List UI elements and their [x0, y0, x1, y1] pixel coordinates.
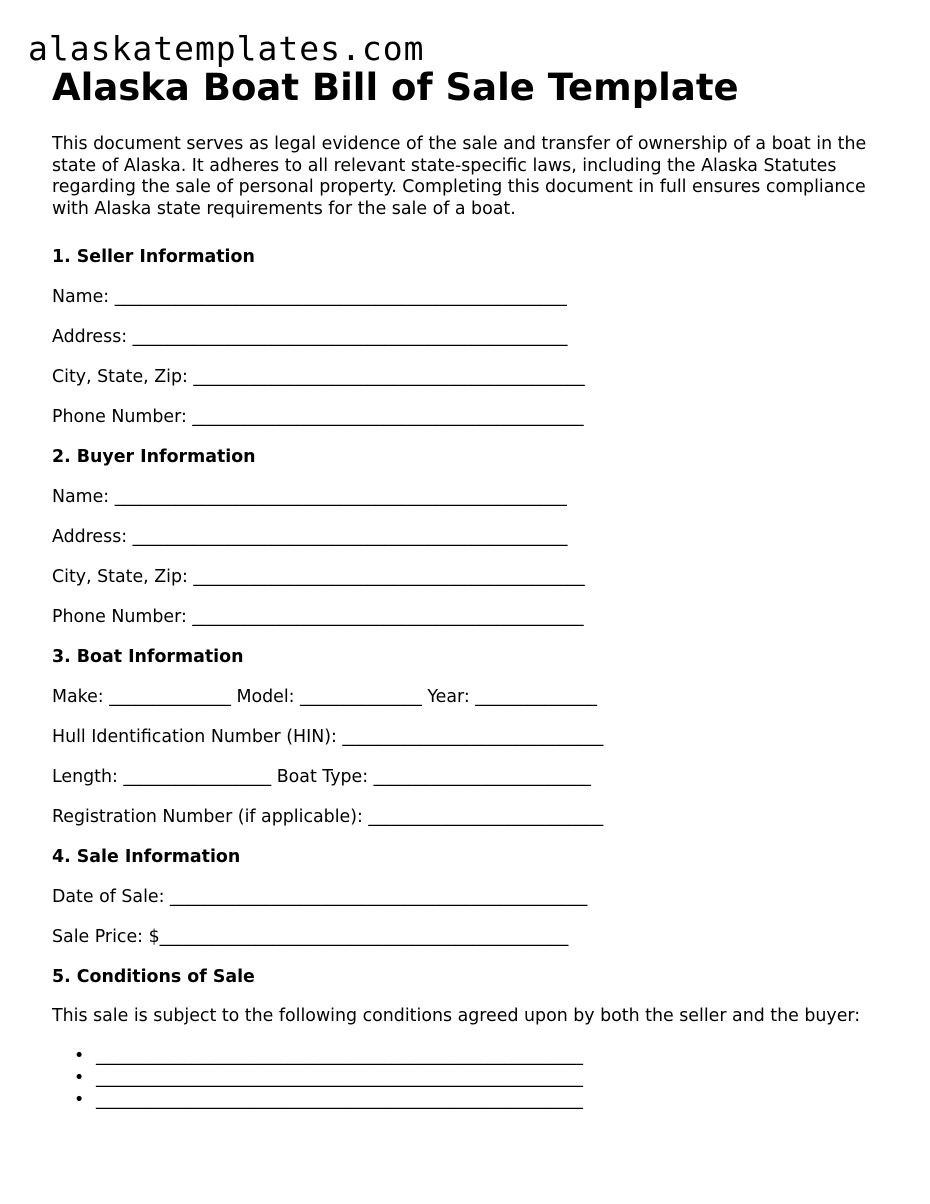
- conditions-section-heading-row: [52, 966, 882, 1006]
- seller-phone-row: [52, 406, 882, 446]
- condition-line[interactable]: ________________________________________________________: [96, 1067, 583, 1088]
- buyer-city-state-zip-field[interactable]: City, State, Zip: _____________________________________________: [52, 567, 585, 588]
- sale-price-row: [52, 926, 882, 966]
- boat-length-type-field[interactable]: Length: _________________ Boat Type: _________________________: [52, 767, 592, 788]
- seller-city-state-zip-field[interactable]: City, State, Zip: _____________________________________________: [52, 367, 585, 388]
- list-item[interactable]: [52, 1067, 882, 1089]
- bullet-icon: •: [74, 1045, 85, 1066]
- boat-registration-field[interactable]: Registration Number (if applicable): ___________________________: [52, 807, 604, 828]
- seller-section-heading: 1. Seller Information: [52, 247, 255, 268]
- bullet-icon: •: [74, 1089, 85, 1110]
- boat-registration-row: [52, 806, 882, 846]
- boat-hin-row: [52, 726, 882, 766]
- sale-section-heading-row: [52, 846, 882, 886]
- buyer-section-heading-row: [52, 446, 882, 486]
- document-title: Alaska Boat Bill of Sale Template: [52, 66, 739, 109]
- buyer-address-row: [52, 526, 882, 566]
- sale-date-row: [52, 886, 882, 926]
- buyer-name-row: [52, 486, 882, 526]
- buyer-address-field[interactable]: Address: __________________________________________________: [52, 527, 568, 548]
- seller-phone-field[interactable]: Phone Number: _____________________________________________: [52, 407, 584, 428]
- boat-hin-field[interactable]: Hull Identification Number (HIN): ______________________________: [52, 727, 604, 748]
- boat-section-heading: 3. Boat Information: [52, 647, 244, 668]
- seller-name-row: [52, 286, 882, 326]
- seller-address-field[interactable]: Address: __________________________________________________: [52, 327, 568, 348]
- buyer-phone-row: [52, 606, 882, 646]
- conditions-paragraph: This sale is subject to the following conditions agreed upon by both the seller and the buyer:: [52, 1006, 861, 1027]
- bullet-icon: •: [74, 1067, 85, 1088]
- list-item[interactable]: [52, 1045, 882, 1067]
- seller-name-field[interactable]: Name: ____________________________________________________: [52, 287, 567, 308]
- buyer-name-field[interactable]: Name: ____________________________________________________: [52, 487, 567, 508]
- document-body: [52, 66, 882, 1111]
- site-watermark: alaskatemplates.com: [28, 29, 425, 68]
- buyer-city-row: [52, 566, 882, 606]
- seller-city-row: [52, 366, 882, 406]
- list-item[interactable]: [52, 1089, 882, 1111]
- sale-date-field[interactable]: Date of Sale: ________________________________________________: [52, 887, 588, 908]
- intro-paragraph: This document serves as legal evidence of the sale and transfer of ownership of a boat in the state of Alaska. It adheres to all relevant state-specific laws, including the Alaska Statutes regarding the sale of personal property. Completing this document in full ensures compliance with Alaska state requirements for the sale of a boat.: [52, 134, 867, 219]
- conditions-section-heading: 5. Conditions of Sale: [52, 967, 255, 988]
- sale-price-field[interactable]: Sale Price: $_______________________________________________: [52, 927, 569, 948]
- condition-line[interactable]: ________________________________________________________: [96, 1045, 583, 1066]
- buyer-phone-field[interactable]: Phone Number: _____________________________________________: [52, 607, 584, 628]
- conditions-list: [52, 1045, 882, 1111]
- boat-make-model-year-field[interactable]: Make: ______________ Model: ______________ Year: ______________: [52, 687, 597, 708]
- seller-address-row: [52, 326, 882, 366]
- condition-line[interactable]: ________________________________________________________: [96, 1089, 583, 1110]
- seller-section-heading-row: [52, 246, 882, 286]
- boat-make-model-year-row: [52, 686, 882, 726]
- sale-section-heading: 4. Sale Information: [52, 847, 241, 868]
- boat-length-type-row: [52, 766, 882, 806]
- boat-section-heading-row: [52, 646, 882, 686]
- buyer-section-heading: 2. Buyer Information: [52, 447, 256, 468]
